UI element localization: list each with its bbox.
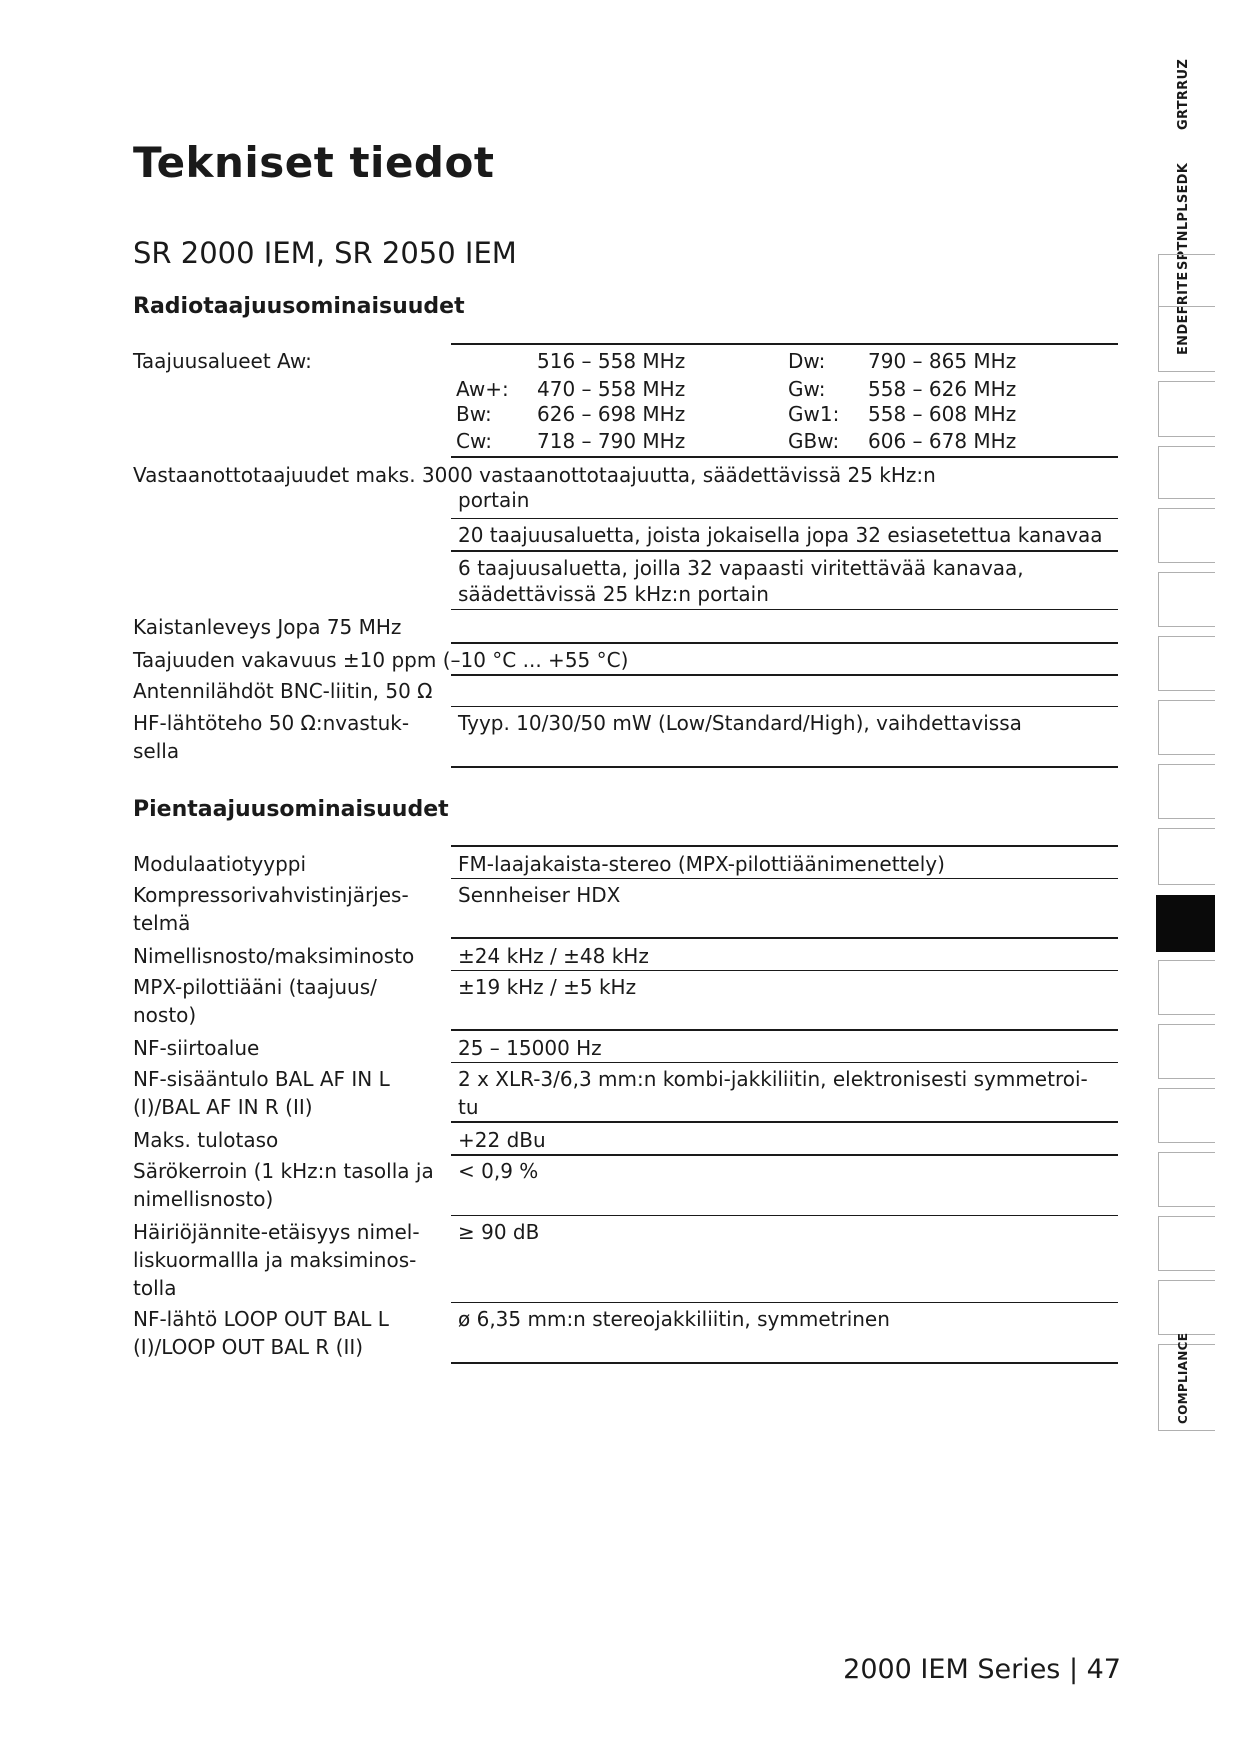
spec-label: NF-siirtoalue [133, 1036, 260, 1060]
tab-divider [1158, 636, 1215, 637]
spec-label: MPX-pilottiääni (taajuus/ [133, 975, 377, 999]
spec-value: +22 dBu [458, 1128, 546, 1152]
tab-divider [1158, 562, 1215, 563]
tab-divider [1158, 446, 1215, 447]
tab-divider [1158, 498, 1215, 499]
tab-divider [1158, 884, 1215, 885]
spec-label: NF-lähtö LOOP OUT BAL L [133, 1307, 389, 1331]
band-name: Aw+: [456, 377, 509, 401]
band-range: 470 – 558 MHz [537, 377, 686, 401]
section-heading-rf: Radiotaajuusominaisuudet [133, 294, 465, 319]
tab-edge [1158, 636, 1159, 690]
page-footer: 2000 IEM Series | 47 [843, 1654, 1121, 1685]
spec-label: Häiriöjännite-etäisyys nimel- [133, 1220, 420, 1244]
spec-label: Kompressorivahvistinjärjes- [133, 883, 409, 907]
tab-edge [1158, 1344, 1159, 1430]
tab-divider [1158, 1280, 1215, 1281]
tab-divider [1158, 1142, 1215, 1143]
spec-label: (I)/LOOP OUT BAL R (II) [133, 1335, 364, 1359]
band-range: 718 – 790 MHz [537, 429, 686, 453]
tab-label-active-lang[interactable]: ENDEFRITE [1176, 271, 1191, 355]
freq-bands-label: Taajuusalueet Aw: [133, 349, 312, 373]
table-rule [451, 609, 1118, 610]
spec-label: Modulaatiotyyppi [133, 852, 307, 876]
tab-divider [1158, 508, 1215, 509]
table-rule [451, 878, 1118, 879]
tab-edge [1158, 306, 1159, 371]
tab-divider [1158, 754, 1215, 755]
hf-power-label: HF-lähtöteho 50 Ω:nvastuk- [133, 711, 410, 735]
table-rule [451, 1029, 1118, 1031]
tab-divider [1158, 572, 1215, 573]
band-range: 558 – 626 MHz [868, 377, 1017, 401]
spec-label: nimellisnosto) [133, 1187, 274, 1211]
tab-divider [1158, 1024, 1215, 1025]
spec-value: 25 – 15000 Hz [458, 1036, 602, 1060]
tab-divider [1158, 700, 1215, 701]
table-rule [451, 1362, 1118, 1364]
receive-freq-cont: portain [458, 488, 530, 512]
tab-label-compliance[interactable]: COMPLIANCE [1176, 1332, 1190, 1424]
tab-divider [1158, 1430, 1215, 1431]
spec-label: Särökerroin (1 kHz:n tasolla ja [133, 1159, 434, 1183]
band-name: GBw: [788, 429, 840, 453]
tab-divider [1158, 626, 1215, 627]
tab-divider [1158, 1088, 1215, 1089]
table-rule [451, 706, 1118, 707]
tab-edge [1158, 1152, 1159, 1206]
tab-divider [1158, 1216, 1215, 1217]
spec-value: ±19 kHz / ±5 kHz [458, 975, 637, 999]
table-rule [451, 937, 1118, 939]
spec-value: 2 x XLR-3/6,3 mm:n kombi-jakkiliitin, elektronisesti symmetroi- [458, 1067, 1088, 1091]
spec-label: NF-sisääntulo BAL AF IN L [133, 1067, 390, 1091]
tab-divider [1158, 1206, 1215, 1207]
spec-label: liskuormallla ja maksiminos- [133, 1248, 417, 1272]
tab-divider [1158, 1078, 1215, 1079]
tab-divider [1158, 690, 1215, 691]
spec-value: ≥ 90 dB [458, 1220, 540, 1244]
tab-active-marker[interactable] [1156, 895, 1215, 952]
spec-label: (I)/BAL AF IN R (II) [133, 1095, 313, 1119]
table-rule [451, 550, 1118, 552]
spec-label: tolla [133, 1276, 177, 1300]
spec-value: Sennheiser HDX [458, 883, 621, 907]
table-rule [451, 1121, 1118, 1123]
spec-value: ø 6,35 mm:n stereojakkiliitin, symmetrinen [458, 1307, 890, 1331]
tab-divider [1158, 960, 1215, 961]
band-range: 516 – 558 MHz [537, 349, 686, 373]
section-heading-af: Pientaajuusominaisuudet [133, 797, 449, 822]
table-rule [451, 642, 1118, 644]
page-title: Tekniset tiedot [133, 138, 495, 187]
tab-divider [1158, 306, 1215, 307]
tab-divider [1158, 1270, 1215, 1271]
spec-value: tu [458, 1095, 479, 1119]
tab-divider [1158, 436, 1215, 437]
spec-label: telmä [133, 911, 191, 935]
spec-value: ±24 kHz / ±48 kHz [458, 944, 649, 968]
tab-edge [1158, 381, 1159, 436]
receive-freq-option-3-cont: säädettävissä 25 kHz:n portain [458, 582, 769, 606]
band-name: Cw: [456, 429, 492, 453]
antenna-row: Antennilähdöt BNC-liitin, 50 Ω [133, 679, 433, 703]
tab-edge [1158, 1024, 1159, 1078]
tab-edge [1158, 254, 1159, 306]
table-rule [451, 456, 1118, 458]
tab-divider [1158, 1014, 1215, 1015]
tab-divider [1158, 828, 1215, 829]
receive-freq-row: Vastaanottotaajuudet maks. 3000 vastaanottotaajuutta, säädettävissä 25 kHz:n [133, 463, 936, 487]
band-range: 558 – 608 MHz [868, 402, 1017, 426]
tab-divider [1158, 371, 1215, 372]
tab-label-top[interactable]: GRTRRUZ [1176, 58, 1191, 130]
tab-edge [1158, 446, 1159, 498]
band-name: Gw1: [788, 402, 840, 426]
tab-edge [1158, 572, 1159, 626]
receive-freq-option-3: 6 taajuusaluetta, joilla 32 vapaasti viritettävää kanavaa, [458, 556, 1024, 580]
tab-edge [1158, 1280, 1159, 1334]
tab-edge [1158, 1216, 1159, 1270]
table-rule [451, 1154, 1118, 1156]
tab-edge [1158, 828, 1159, 884]
band-name: Dw: [788, 349, 826, 373]
product-subtitle: SR 2000 IEM, SR 2050 IEM [133, 236, 517, 270]
tab-edge [1158, 508, 1159, 562]
table-rule [451, 674, 1118, 676]
receive-freq-option-2: 20 taajuusaluetta, joista jokaisella jopa 32 esiasetettua kanavaa [458, 523, 1103, 547]
tab-divider [1158, 1152, 1215, 1153]
tab-divider [1158, 818, 1215, 819]
stability-row: Taajuuden vakavuus ±10 ppm (–10 °C ... +55 °C) [133, 648, 629, 672]
tab-edge [1158, 1088, 1159, 1142]
spec-value: < 0,9 % [458, 1159, 539, 1183]
band-range: 606 – 678 MHz [868, 429, 1017, 453]
tab-divider [1158, 254, 1215, 255]
table-rule [451, 766, 1118, 768]
table-rule [451, 1215, 1118, 1216]
table-rule [451, 845, 1118, 847]
tab-edge [1158, 764, 1159, 818]
band-range: 626 – 698 MHz [537, 402, 686, 426]
tab-divider [1158, 764, 1215, 765]
hf-power-value: Tyyp. 10/30/50 mW (Low/Standard/High), vaihdettavissa [458, 711, 1022, 735]
tab-divider [1158, 381, 1215, 382]
band-name: Gw: [788, 377, 826, 401]
table-rule [451, 518, 1118, 519]
spec-value: FM-laajakaista-stereo (MPX-pilottiäänimenettely) [458, 852, 945, 876]
bandwidth-row: Kaistanleveys Jopa 75 MHz [133, 615, 402, 639]
hf-power-label-cont: sella [133, 739, 180, 763]
band-name: Bw: [456, 402, 492, 426]
table-rule [451, 1302, 1118, 1303]
band-range: 790 – 865 MHz [868, 349, 1017, 373]
spec-label: Nimellisnosto/maksiminosto [133, 944, 415, 968]
spec-label: Maks. tulotaso [133, 1128, 279, 1152]
tab-label-mid[interactable]: SPTNLPLSEDK [1176, 162, 1191, 270]
table-rule [451, 343, 1118, 345]
tab-edge [1158, 700, 1159, 754]
table-rule [451, 970, 1118, 971]
spec-label: nosto) [133, 1003, 197, 1027]
table-rule [451, 1062, 1118, 1063]
tab-edge [1158, 960, 1159, 1014]
